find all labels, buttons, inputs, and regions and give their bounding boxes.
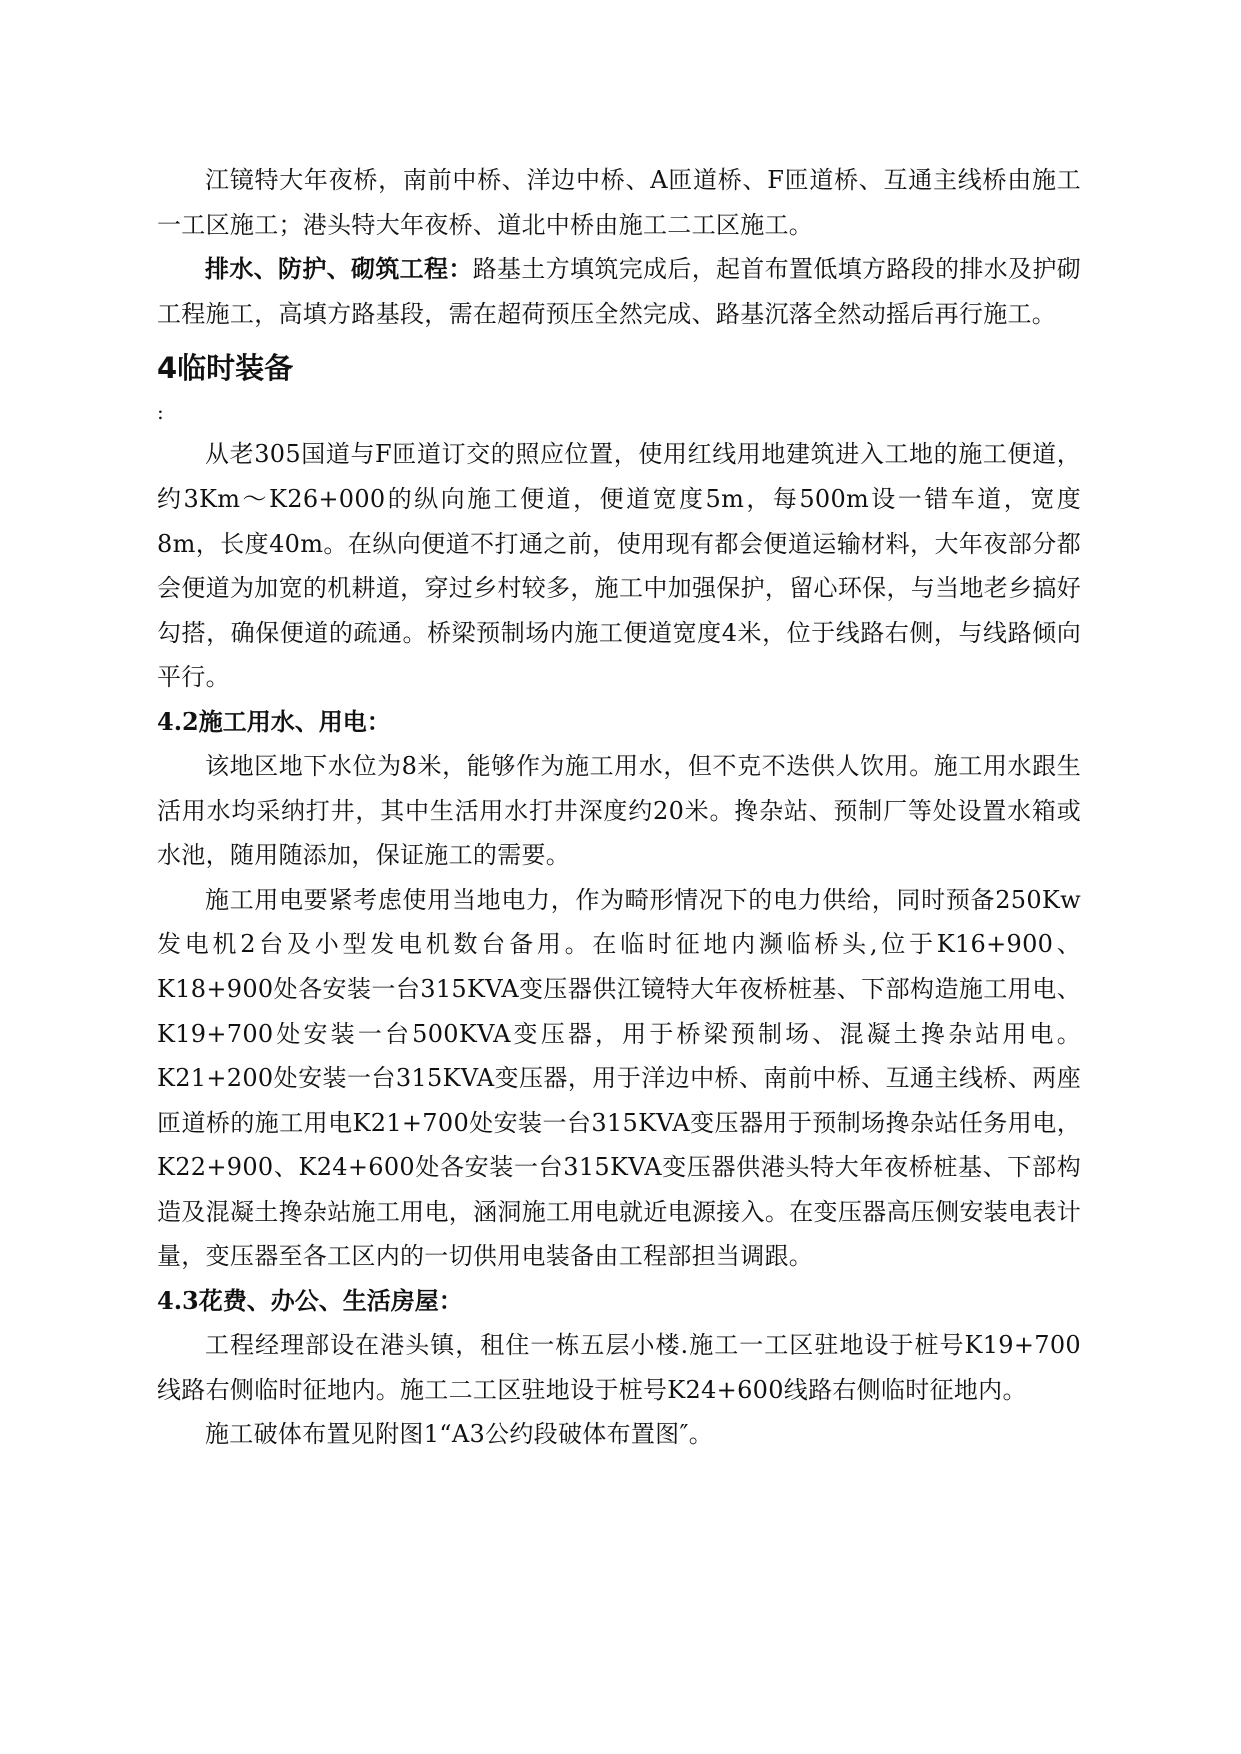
- section-heading-temporary-facilities: 4临时装备: [157, 351, 294, 386]
- subheading-housing: 4.3花费、办公、生活房屋：: [157, 1286, 463, 1316]
- colon-marker: :: [157, 400, 164, 425]
- paragraph-bridge-zones: 江镜特大年夜桥，南前中桥、洋边中桥、A匝道桥、F匝道桥、互通主线桥由施工一工区施工；港头特大年夜桥、道北中桥由施工二工区施工。: [157, 166, 1081, 239]
- drainage-label: 排水、防护、砌筑工程：: [205, 254, 473, 284]
- paragraph-access-road: 从老305国道与F匝道订交的照应位置，使用红线用地建筑进入工地的施工便道，约3Km～K26+000的纵向施工便道，便道宽度5m，每500m设一错车道，宽度8m，长度40m。在纵向便道不打通之前，使用现有都会便道运输材料，大年夜部分都会便道为加宽的机耕道，穿过乡村较多，施工中加强保护，留心环保，与当地老乡搞好勾搭，确保便道的疏通。桥梁预制场内施工便道宽度4米，位于线路右侧，与线路倾向平行。: [157, 440, 1081, 692]
- subheading-water-power: 4.2施工用水、用电：: [157, 706, 391, 736]
- paragraph-power-supply: 施工用电要紧考虑使用当地电力，作为畸形情况下的电力供给，同时预备250Kw发电机2台及小型发电机数台备用。在临时征地内濒临桥头,位于K16+900、K18+900处各安装一台315KVA变压器供江镜特大年夜桥桩基、下部构造施工用电、K19+700处安装一台500KVA变压器，用于桥梁预制场、混凝土搀杂站用电。K21+200处安装一台315KVA变压器，用于洋边中桥、南前中桥、互通主线桥、两座匝道桥的施工用电K21+700处安装一台315KVA变压器用于预制场搀杂站任务用电，K22+900、K24+600处各安装一台315KVA变压器供港头特大年夜桥桩基、下部构造及混凝土搀杂站施工用电，涵洞施工用电就近电源接入。在变压器高压侧安装电表计量，变压器至各工区内的一切供用电装备由工程部担当调跟。: [157, 885, 1081, 1271]
- document-page: [157, 158, 1081, 1457]
- paragraph-drainage: [157, 247, 1081, 336]
- drainage-text: 路基土方填筑完成后，起首布置低填方路段的排水及护砌工程施工，高填方路基段，需在超荷预压全然完成、路基沉落全然动摇后再行施工。: [157, 255, 1081, 328]
- paragraph-water-supply: 该地区地下水位为8米，能够作为施工用水，但不克不迭供人饮用。施工用水跟生活用水均采纳打井，其中生活用水打井深度约20米。搀杂站、预制厂等处设置水箱或水池，随用随添加，保证施工的需要。: [157, 751, 1081, 870]
- paragraph-layout-reference: 施工破体布置见附图1“A3公约段破体布置图″。: [205, 1420, 714, 1449]
- paragraph-housing: 工程经理部设在港头镇，租住一栋五层小楼.施工一工区驻地设于桩号K19+700线路右侧临时征地内。施工二工区驻地设于桩号K24+600线路右侧临时征地内。: [157, 1331, 1081, 1404]
